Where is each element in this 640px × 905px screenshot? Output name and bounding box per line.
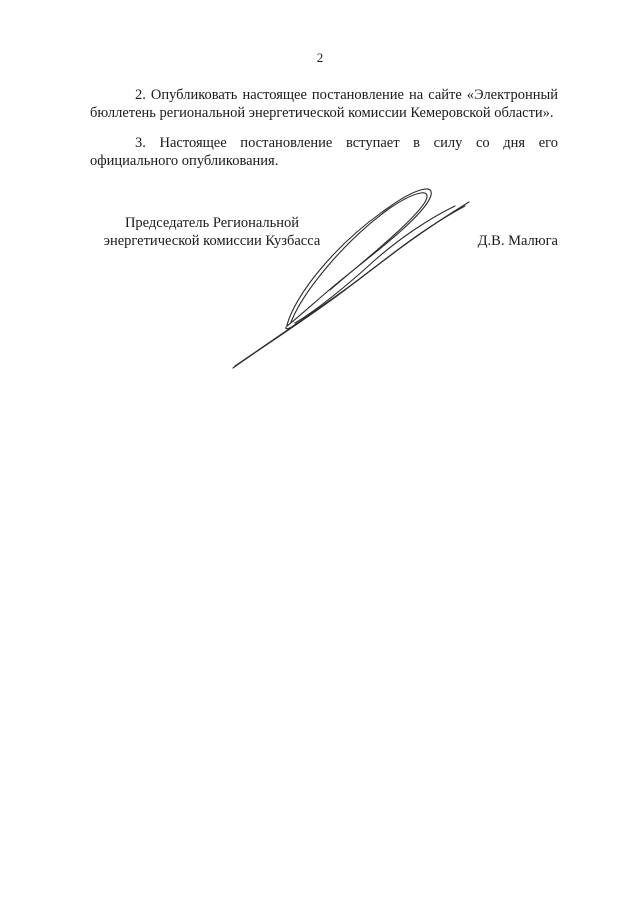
signer-name: Д.В. Малюга: [477, 233, 558, 249]
paragraph-effective-date: 3. Настоящее постановление вступает в силу со дня его официального опубликования.: [90, 135, 558, 169]
handwritten-signature: [225, 180, 475, 375]
signer-title-line-2: энергетической комиссии Кузбасса: [103, 233, 321, 249]
page-number: 2: [316, 50, 324, 65]
signer-title-line-1: Председатель Региональной: [124, 215, 300, 231]
paragraph-publish: 2. Опубликовать настоящее постановление на сайте «Электронный бюллетень региональной энергетической комиссии Кемеровской области».: [90, 87, 558, 121]
